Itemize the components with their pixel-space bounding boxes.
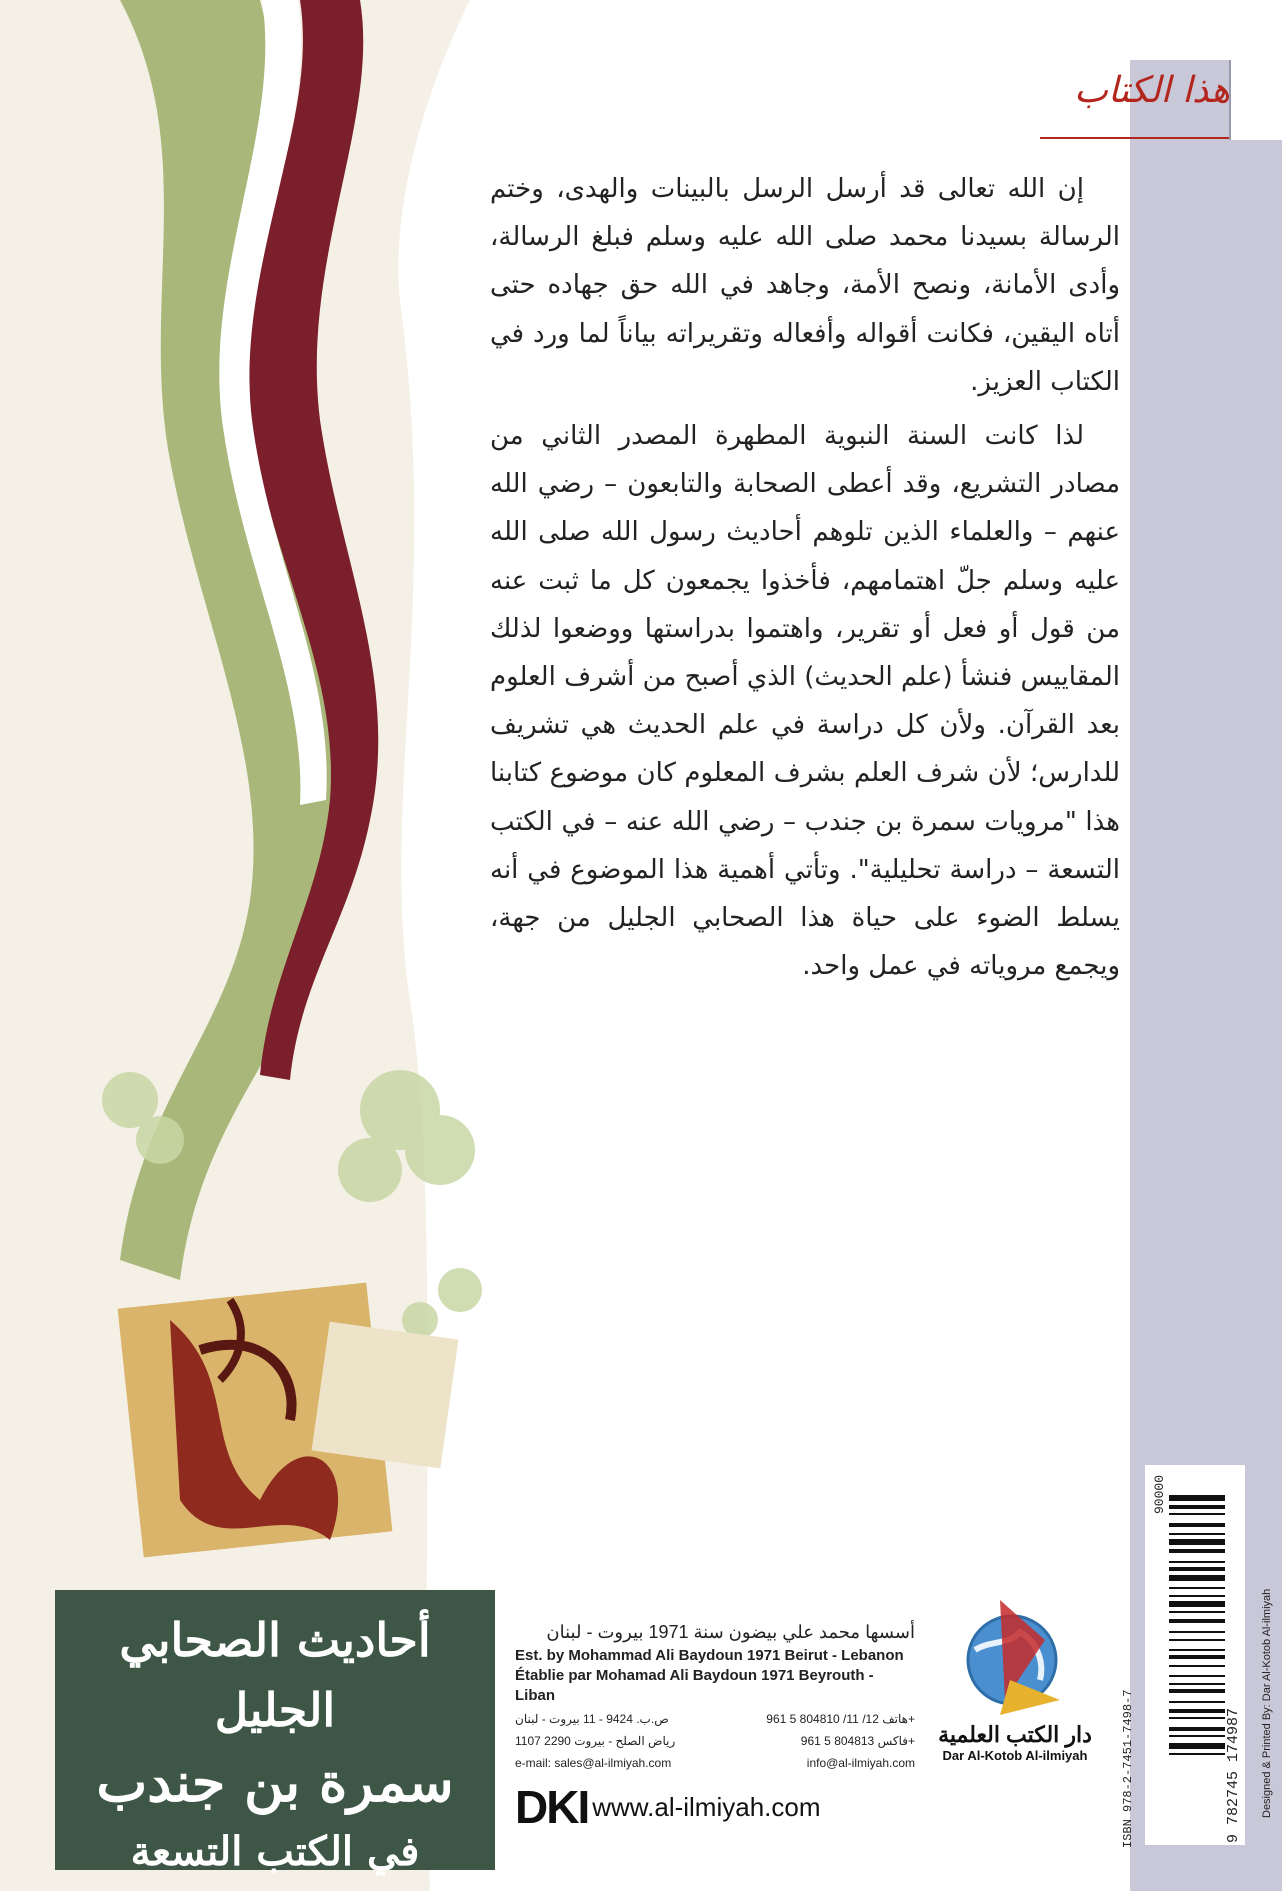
designer-credit: [1256, 1490, 1276, 1820]
barcode-bar: [1169, 1561, 1225, 1563]
email-sales: e-mail: sales@al-ilmiyah.com: [515, 1756, 672, 1770]
barcode-bar: [1169, 1549, 1225, 1553]
paragraph-1: إن الله تعالى قد أرسل الرسل بالبينات والهدى، وختم الرسالة بسيدنا محمد صلى الله عليه وسلم فبلغ الرسالة، وأدى الأمانة، ونصح الأمة، وجاهد في الله حق جهاده حتى أتاه اليقين، فكانت أقواله وأفعاله وتقريراته بياناً لما ورد في الكتاب العزيز.: [490, 174, 1120, 397]
barcode-bar: [1169, 1601, 1225, 1607]
barcode-bar: [1169, 1655, 1225, 1659]
website-row: [515, 1780, 915, 1834]
barcode-bar: [1169, 1727, 1225, 1731]
publisher-info: [515, 1618, 915, 1834]
barcode-bar: [1169, 1575, 1225, 1581]
isbn-label: ISBN 978-2-7451-7498-7: [1121, 1689, 1135, 1848]
barcode-bar: [1169, 1505, 1225, 1509]
barcode-bar: [1169, 1735, 1225, 1737]
price-digits: 90000: [1152, 1475, 1167, 1515]
book-title: [60, 1605, 490, 1885]
title-line-3: في الكتب التسعة: [130, 1828, 420, 1875]
paragraph-2: لذا كانت السنة النبوية المطهرة المصدر الثاني من مصادر التشريع، وقد أعطى الصحابة والتابعون – رضي الله عنهم – والعلماء الذين تلوهم أحاديث رسول الله صلى الله عليه وسلم جلّ اهتمامهم، فأخذوا يجمعون كل ما ثبت عنه من قول أو فعل أو تقرير، واهتموا بدراستها ووضعوا لذلك المقاييس فنشأ (علم الحديث) الذي أصبح من أشرف العلوم بعد القرآن. ولأن كل دراسة في علم الحديث هي تشريف للدارس؛ لأن شرف العلم بشرف المعلوم كان موضوع كتابنا هذا "مرويات سمرة بن جندب – رضي الله عنه – في الكتب التسعة – دراسة تحليلية". وتأتي أهمية هذا الموضوع في أنه يسلط الضوء على حياة هذا الصحابي الجليل من جهة، ويجمع مروياته في عمل واحد.: [490, 421, 1120, 982]
isbn-text: [1117, 1550, 1137, 1850]
title-line-2: سمرة بن جندب: [96, 1750, 454, 1814]
barcode-bar: [1169, 1717, 1225, 1719]
logo-name-en: Dar Al-Kotob Al-ilmiyah: [942, 1748, 1088, 1763]
barcode-bar: [1169, 1689, 1225, 1693]
publisher-logo: [935, 1620, 1095, 1763]
fax-text: فاكس 804813 5 961+: [800, 1734, 915, 1748]
barcode-bar: [1169, 1611, 1225, 1613]
barcode-bar: [1169, 1649, 1225, 1651]
contact-row-2: [515, 1732, 915, 1750]
publisher-founded-en: Est. by Mohammad Ali Baydoun 1971 Beirut - Lebanon: [515, 1647, 904, 1664]
isbn-digits: 9 782745 174987: [1225, 1707, 1242, 1843]
barcode-bar: [1169, 1523, 1225, 1527]
logo-name-ar: دار الكتب العلمية: [938, 1722, 1092, 1747]
email-info: info@al-ilmiyah.com: [806, 1756, 915, 1770]
barcode-bar: [1169, 1675, 1225, 1677]
dki-logo: DKI: [515, 1781, 589, 1833]
pobox-text: ص.ب. 9424 - 11 بيروت - لبنان: [515, 1712, 669, 1726]
contact-row-3: [515, 1754, 915, 1772]
description-text: [490, 165, 1120, 996]
barcode-bar: [1169, 1587, 1225, 1589]
barcode-bar: [1169, 1567, 1225, 1571]
riad-text: رياض الصلح - بيروت 2290 1107: [515, 1734, 676, 1748]
barcode-bar: [1169, 1639, 1225, 1641]
publisher-founded-fr: Établie par Mohamad Ali Baydoun 1971 Beyrouth - Liban: [515, 1667, 874, 1704]
publisher-founded-ar: أسسها محمد علي بيضون سنة 1971 بيروت - لبنان: [546, 1622, 915, 1642]
section-header: هذا الكتاب: [1074, 70, 1230, 111]
barcode-bar: [1169, 1743, 1225, 1749]
barcode-bar: [1169, 1495, 1225, 1501]
barcode-bar: [1169, 1513, 1225, 1515]
barcode-bar: [1169, 1753, 1225, 1755]
credit-label: Designed & Printed By: Dar Al-Kotob Al-ilmiyah: [1261, 1588, 1273, 1818]
barcode-bar: [1169, 1595, 1225, 1597]
barcode-bar: [1169, 1631, 1225, 1633]
logo-spacer: [935, 1620, 1095, 1720]
title-line-1: أحاديث الصحابي الجليل: [119, 1613, 431, 1737]
website-link[interactable]: www.al-ilmiyah.com: [592, 1791, 821, 1822]
phone-text: هاتف 12/ 11/ 804810 5 961+: [766, 1712, 915, 1726]
isbn-barcode: [1145, 1465, 1245, 1845]
barcode-bar: [1169, 1539, 1225, 1545]
barcode-bar: [1169, 1709, 1225, 1713]
contact-row-1: [515, 1710, 915, 1728]
barcode-bar: [1169, 1619, 1225, 1623]
barcode-bar: [1169, 1665, 1225, 1667]
barcode-bar: [1169, 1701, 1225, 1703]
barcode-bar: [1169, 1533, 1225, 1535]
barcode-bar: [1169, 1683, 1225, 1685]
